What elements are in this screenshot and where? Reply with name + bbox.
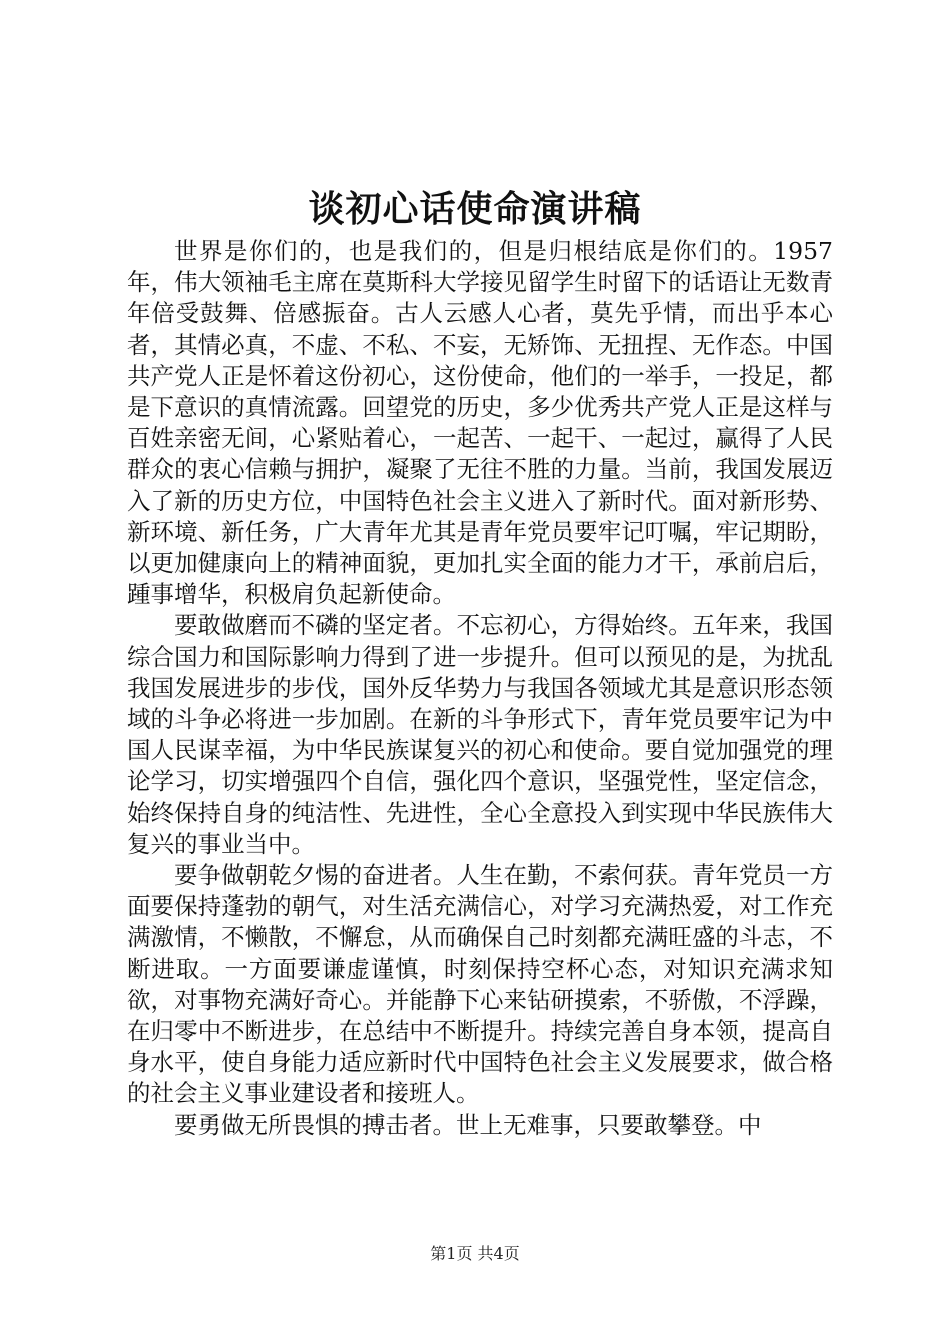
document-title: 谈初心话使命演讲稿 [308, 188, 642, 230]
paragraph-intro: 世界是你们的，也是我们的，但是归根结底是你们的。1957年，伟大领袖毛主席在莫斯科大学接见留学生时留下的话语让无数青年倍受鼓舞、倍感振奋。古人云感人心者，莫先乎情，而出乎本心者，其情必真，不虚、不私、不妄，无矫饰、无扭捏、无作态。中国共产党人正是怀着这份初心，这份使命，他们的一举手，一投足，都是下意识的真情流露。回望党的历史，多少优秀共产党人正是这样与百姓亲密无间，心紧贴着心，一起苦、一起干、一起过，赢得了人民群众的衷心信赖与拥护，凝聚了无往不胜的力量。当前，我国发展迈入了新的历史方位，中国特色社会主义进入了新时代。面对新形势、新环境、新任务，广大青年尤其是青年党员要牢记叮嘱，牢记期盼，以更加健康向上的精神面貌，更加扎实全面的能力才干，承前启后，踵事增华，积极肩负起新使命。 [127, 237, 833, 609]
document-body [127, 236, 833, 1141]
paragraph-diligent: 要争做朝乾夕惕的奋进者。人生在勤，不索何获。青年党员一方面要保持蓬勃的朝气，对生活充满信心，对学习充满热爱，对工作充满激情，不懒散，不懈怠，从而确保自己时刻都充满旺盛的斗志，不断进取。一方面要谦虚谨慎，时刻保持空杯心态，对知识充满求知欲，对事物充满好奇心。并能静下心来钻研摸索，不骄傲，不浮躁，在归零中不断进步，在总结中不断提升。持续完善自身本领，提高自身水平，使自身能力适应新时代中国特色社会主义发展要求，做合格的社会主义事业建设者和接班人。 [127, 861, 833, 1108]
paragraph-steadfast: 要敢做磨而不磷的坚定者。不忘初心，方得始终。五年来，我国综合国力和国际影响力得到了进一步提升。但可以预见的是，为扰乱我国发展进步的步伐，国外反华势力与我国各领域尤其是意识形态领域的斗争必将进一步加剧。在新的斗争形式下，青年党员要牢记为中国人民谋幸福，为中华民族谋复兴的初心和使命。要自觉加强党的理论学习，切实增强四个自信，强化四个意识，坚强党性，坚定信念，始终保持自身的纯洁性、先进性，全心全意投入到实现中华民族伟大复兴的事业当中。 [127, 611, 833, 858]
paragraph-fearless: 要勇做无所畏惧的搏击者。世上无难事，只要敢攀登。中 [174, 1110, 762, 1139]
page-footer: 第1页 共4页 [430, 1244, 520, 1263]
